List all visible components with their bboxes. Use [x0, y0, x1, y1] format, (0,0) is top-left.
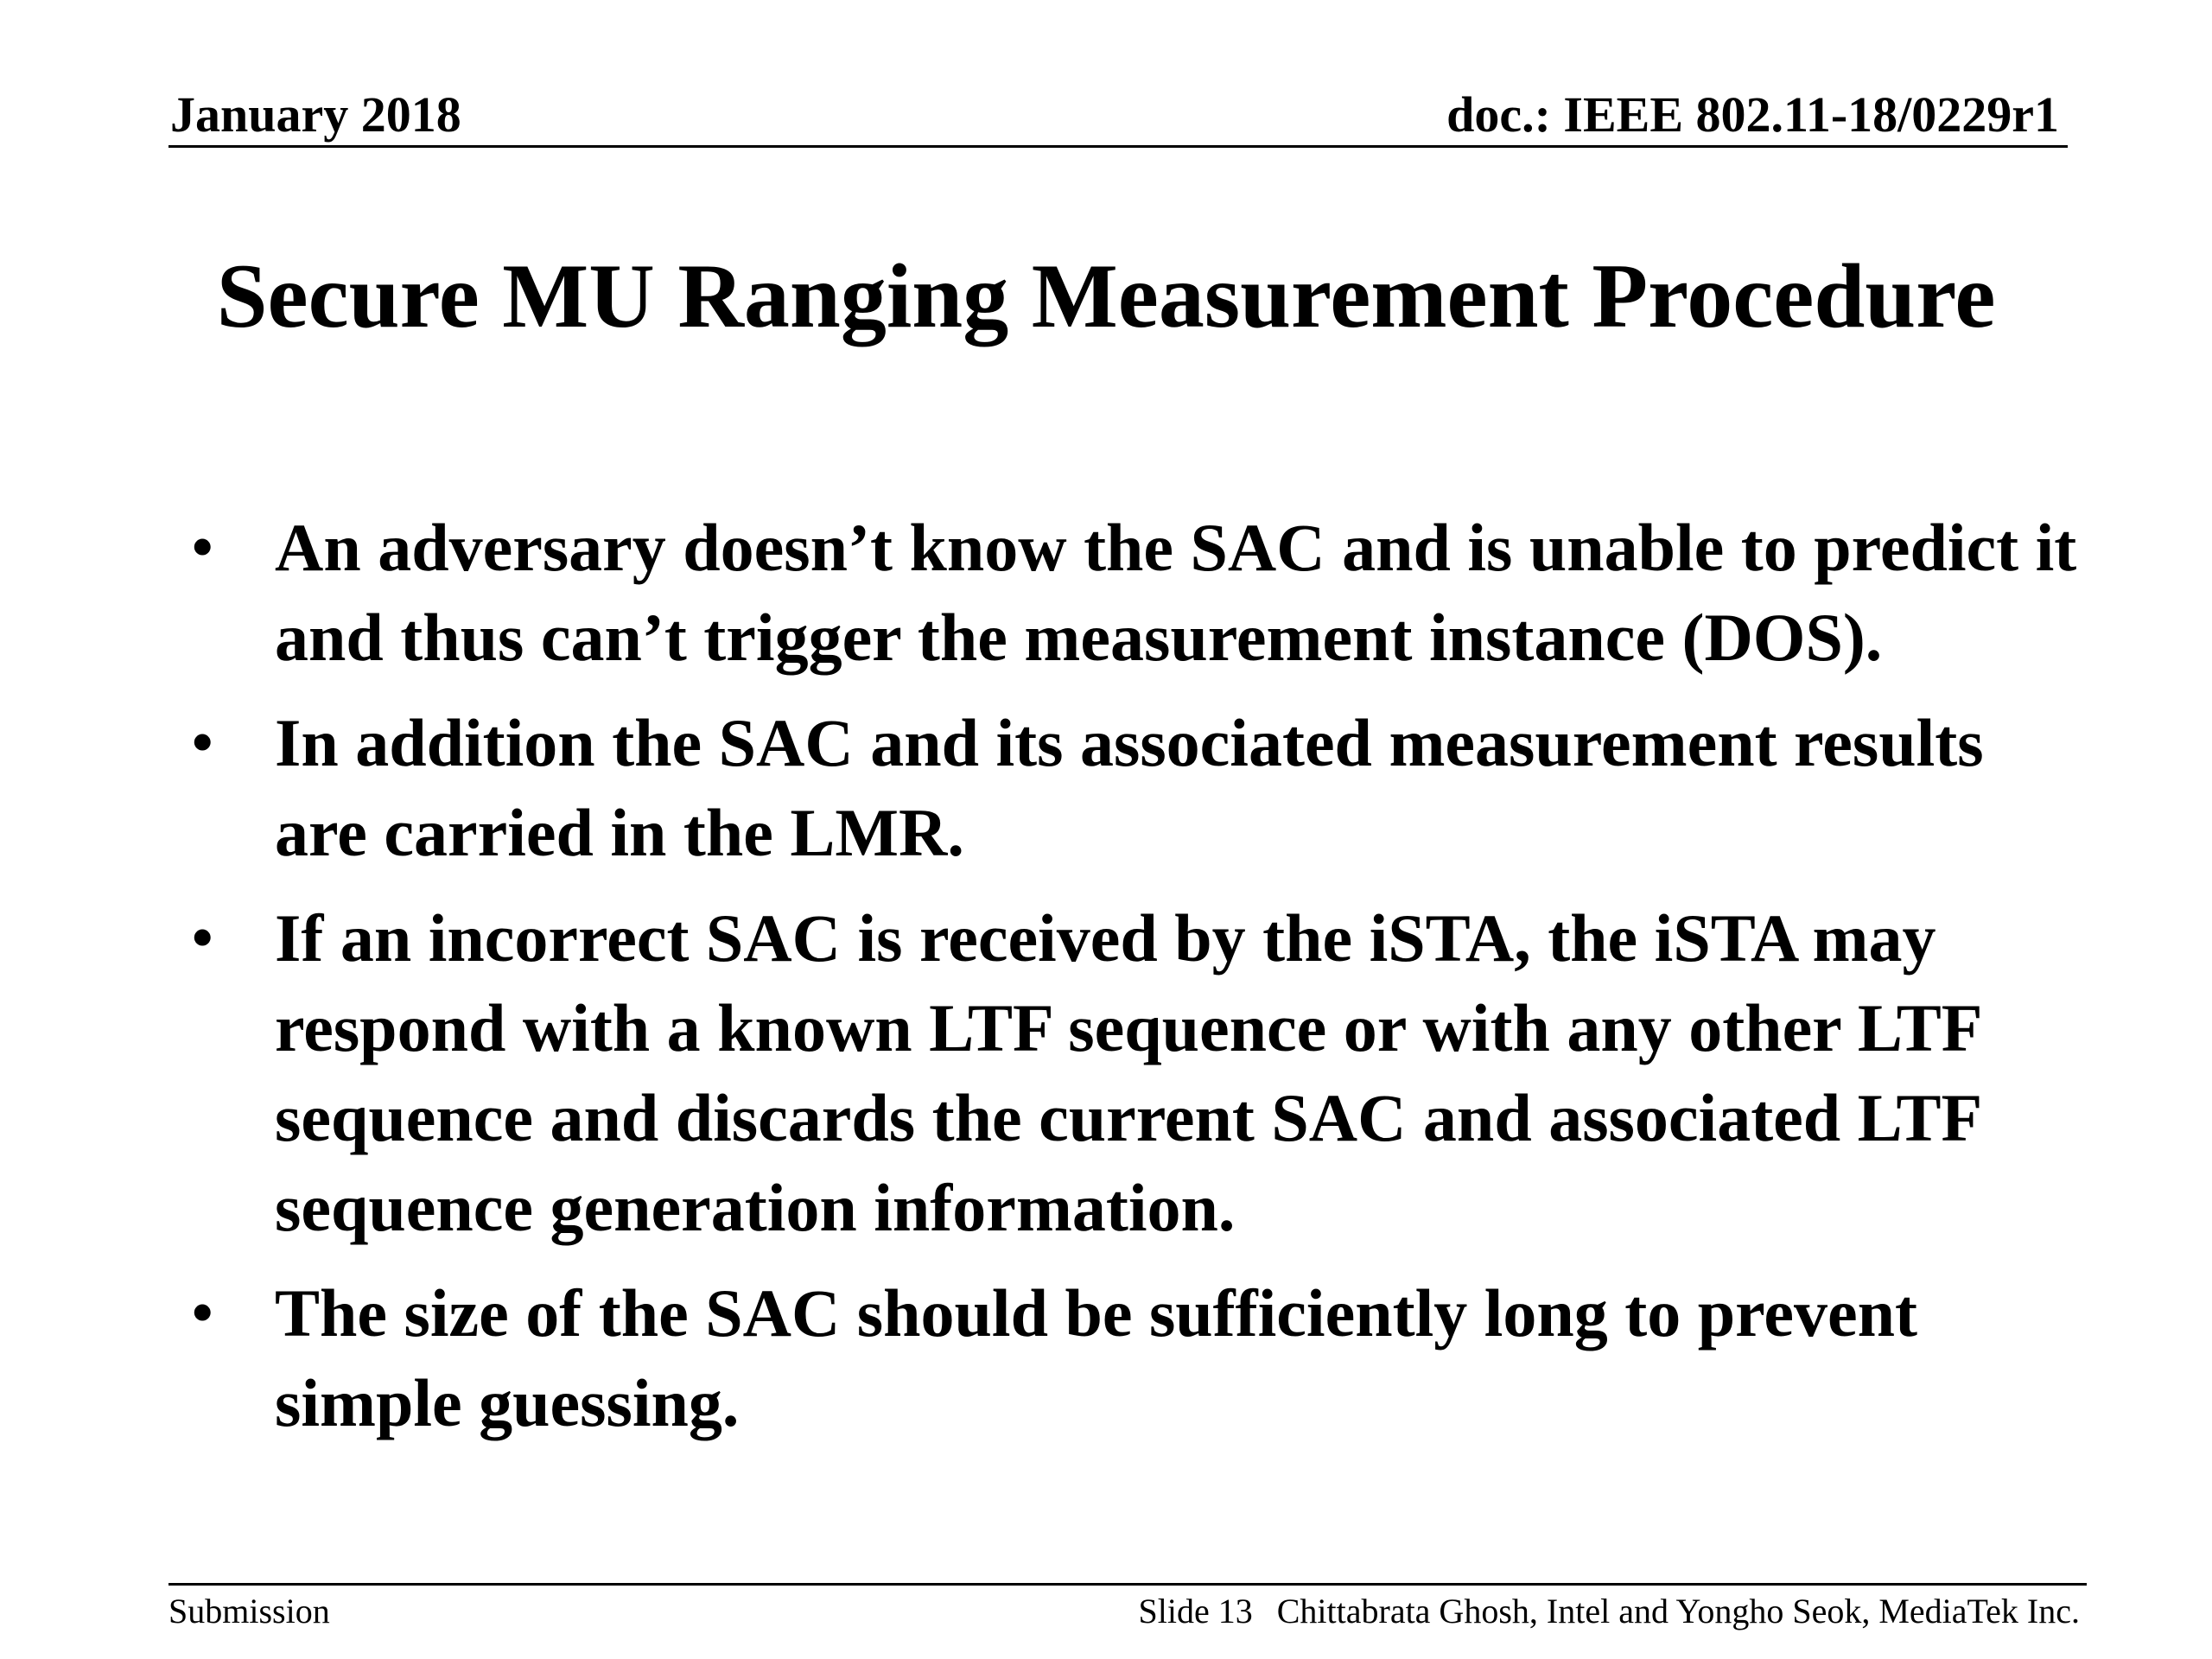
- bullet-list: [173, 503, 2091, 1464]
- bullet-item: [173, 893, 2091, 1253]
- bullet-text: In addition the SAC and its associated measurement results are carried in the LMR.: [275, 705, 1984, 870]
- bullet-text: If an incorrect SAC is received by the iSTA, the iSTA may respond with a known LTF sequence or with any other LTF sequence and discards the current SAC and associated LTF sequence generation information.: [275, 900, 1980, 1245]
- bullet-marker: •: [192, 514, 213, 581]
- footer-right: [1138, 1590, 2080, 1633]
- footer-divider: [168, 1583, 2087, 1586]
- bullet-marker: •: [192, 905, 213, 971]
- header-doc-id: doc.: IEEE 802.11-18/0229r1: [1446, 86, 2059, 143]
- footer-submission: Submission: [168, 1592, 330, 1630]
- bullet-item: [173, 1268, 2091, 1448]
- bullet-marker: •: [192, 1280, 213, 1346]
- header-divider: [168, 145, 2068, 148]
- slide-title: Secure MU Ranging Measurement Procedure: [216, 245, 1996, 346]
- bullet-text: The size of the SAC should be sufficiently long to prevent simple guessing.: [275, 1275, 1917, 1440]
- bullet-item: [173, 698, 2091, 878]
- footer-slide-number: Slide 13: [1138, 1592, 1253, 1630]
- bullet-text: An adversary doesn’t know the SAC and is unable to predict it and thus can’t trigger the measurement instance (DOS).: [275, 510, 2077, 675]
- header-date: January 2018: [170, 86, 461, 143]
- bullet-item: [173, 503, 2091, 683]
- footer-authors: Chittabrata Ghosh, Intel and Yongho Seok, MediaTek Inc.: [1276, 1592, 2080, 1630]
- bullet-marker: •: [192, 709, 213, 776]
